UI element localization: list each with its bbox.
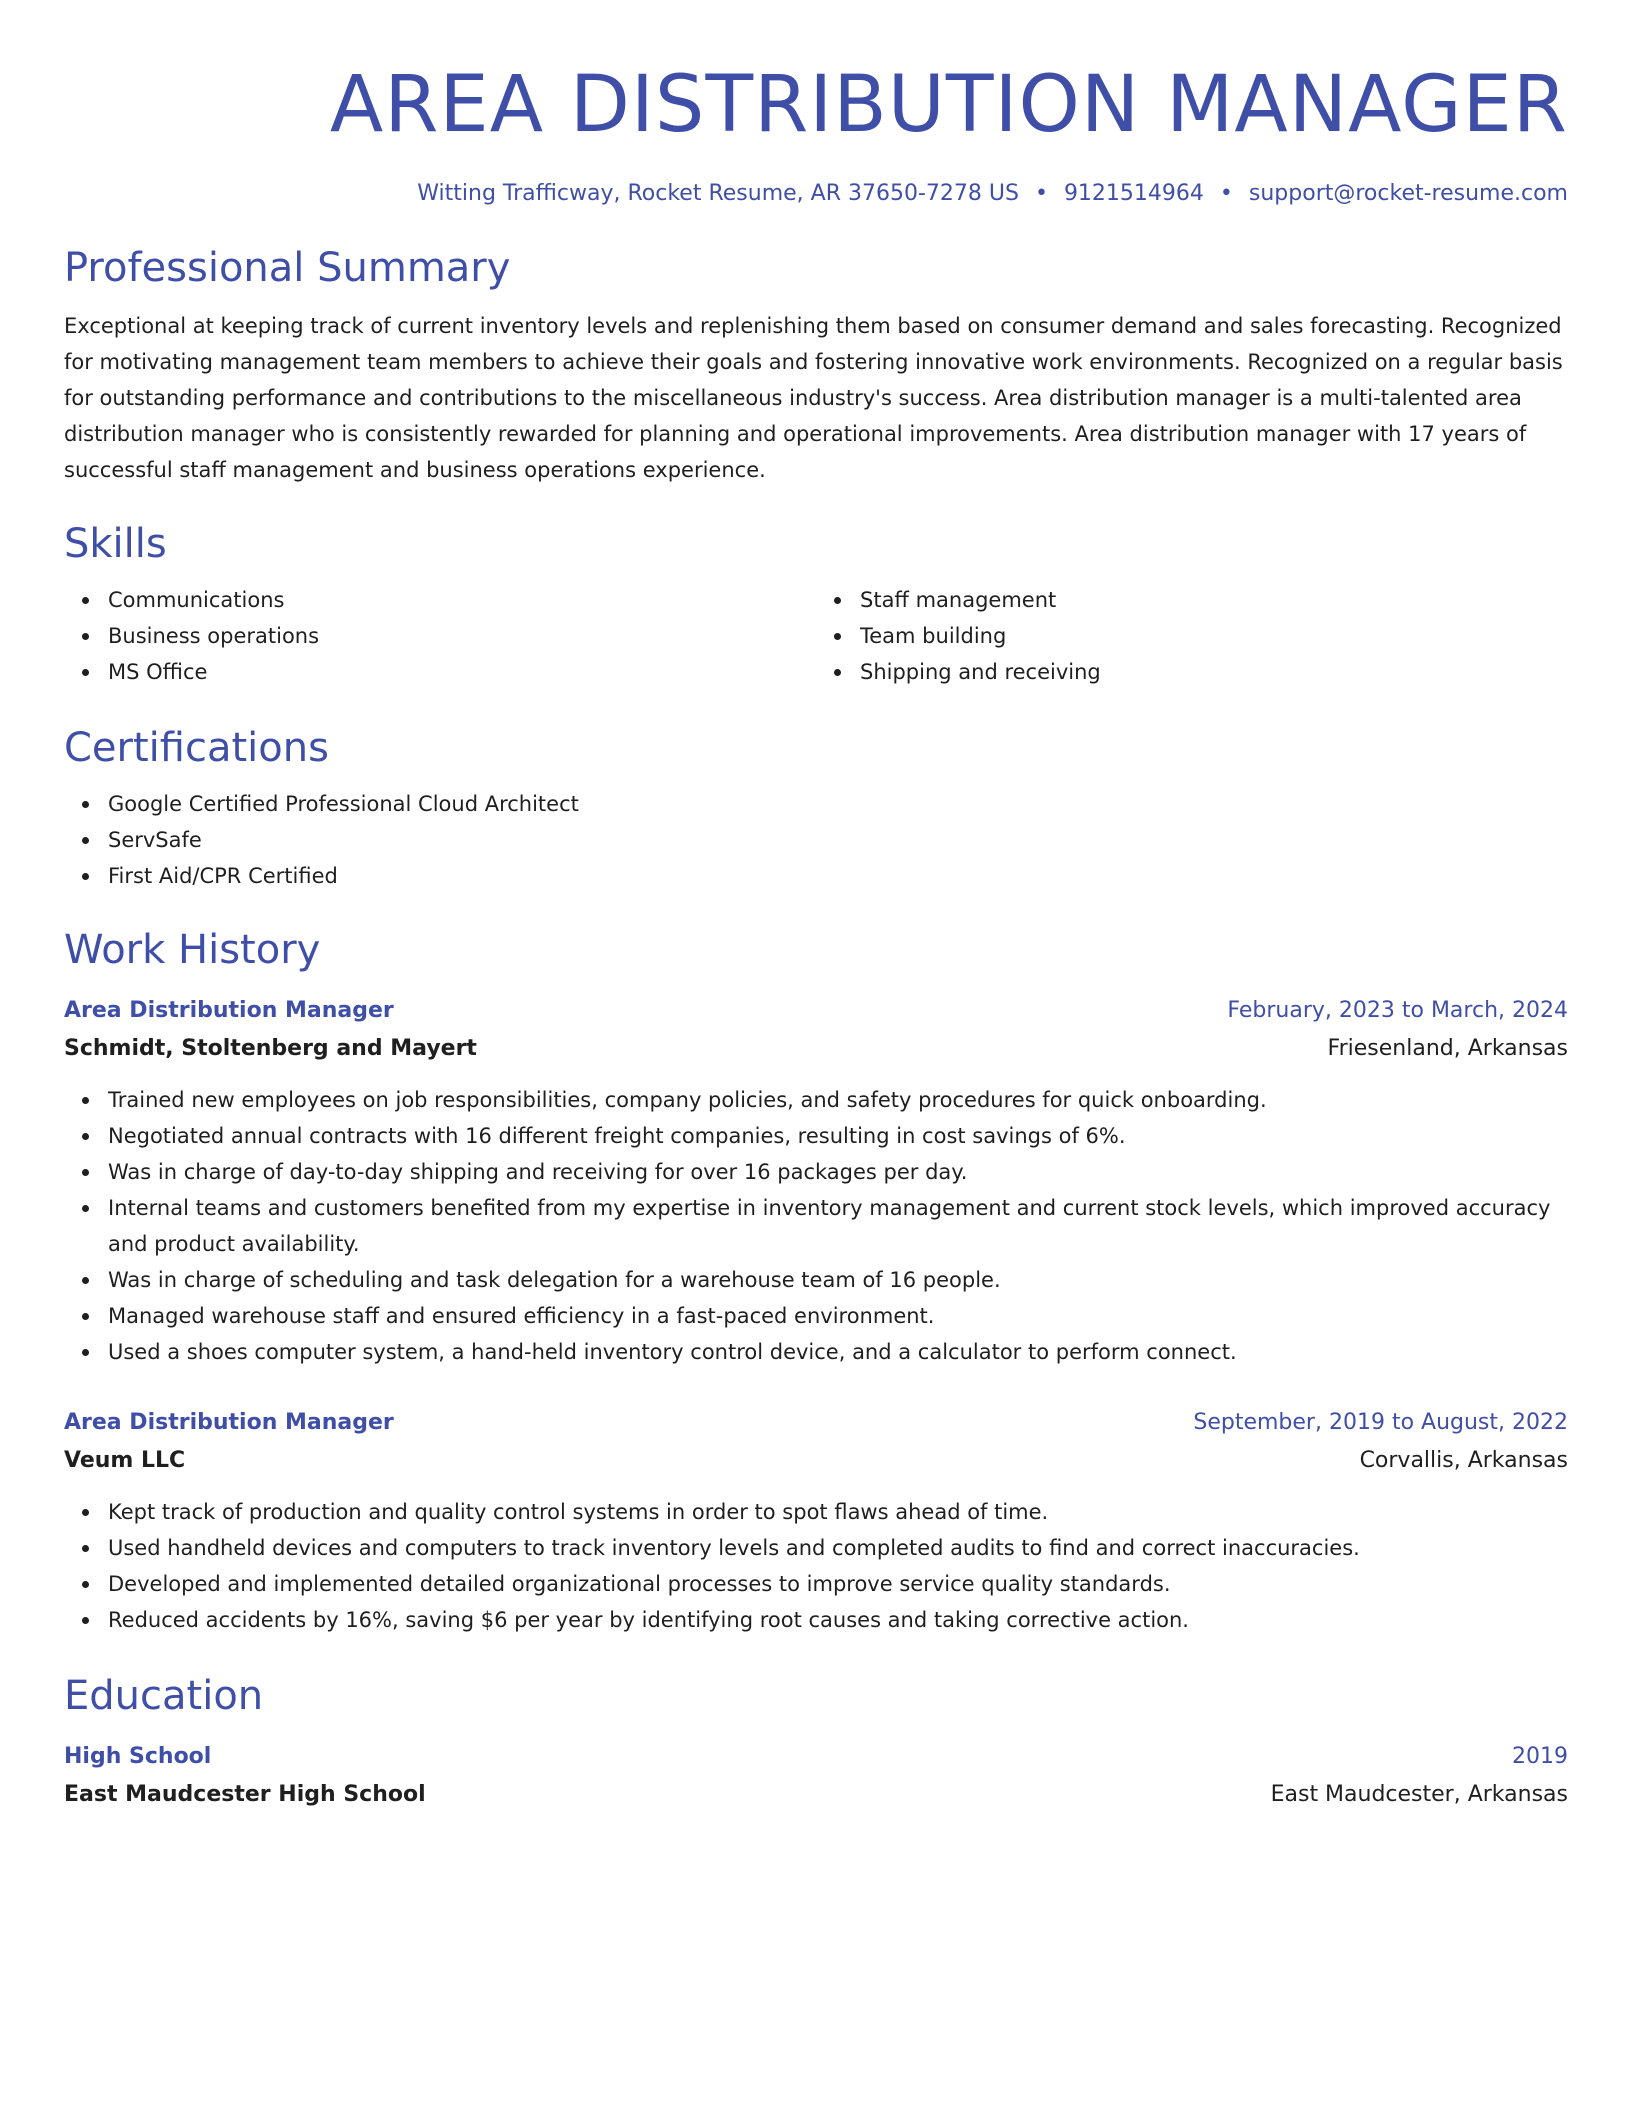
education-entry <box>64 1738 1568 1814</box>
job-company-row <box>64 1030 1568 1068</box>
education-degree: High School <box>64 1744 212 1769</box>
job-bullet: Negotiated annual contracts with 16 different freight companies, resulting in cost savings of 6%. <box>108 1118 1568 1154</box>
job-company: Veum LLC <box>64 1448 186 1473</box>
contact-phone: 9121514964 <box>1063 181 1204 206</box>
education-school: East Maudcester High School <box>64 1782 426 1807</box>
job-entry <box>64 992 1568 1370</box>
job-header-row <box>64 992 1568 1030</box>
certification-item: Google Certified Professional Cloud Architect <box>108 786 1568 822</box>
skills-column-left <box>64 582 816 690</box>
education-year: 2019 <box>1512 1744 1568 1769</box>
job-dates: February, 2023 to March, 2024 <box>1227 998 1568 1023</box>
job-location: Friesenland, Arkansas <box>1327 1036 1568 1061</box>
skills-column-right <box>816 582 1568 690</box>
job-bullet: Was in charge of scheduling and task delegation for a warehouse team of 16 people. <box>108 1262 1568 1298</box>
skill-item: MS Office <box>108 654 816 690</box>
education-school-row <box>64 1776 1568 1814</box>
contact-email[interactable]: support@rocket-resume.com <box>1248 181 1568 206</box>
job-header-row <box>64 1404 1568 1442</box>
summary-text: Exceptional at keeping track of current inventory levels and replenishing them based on consumer demand and sales forecasting. Recognized for motivating management team members to achieve their goals and fostering innovative work environments. Recognized on a regular basis for outstanding performance and contributions to the miscellaneous industry's success. Area distribution manager is a multi-talented area distribution manager who is consistently rewarded for planning and operational improvements. Area distribution manager with 17 years of successful staff management and business operations experience. <box>64 314 1563 482</box>
certification-item: ServSafe <box>108 822 1568 858</box>
job-dates: September, 2019 to August, 2022 <box>1193 1410 1568 1435</box>
job-bullet: Developed and implemented detailed organizational processes to improve service quality standards. <box>108 1566 1568 1602</box>
work-history-heading: Work History <box>64 927 321 973</box>
skill-item: Team building <box>860 618 1568 654</box>
contact-separator: • <box>1219 181 1233 206</box>
job-bullet: Used a shoes computer system, a hand-held inventory control device, and a calculator to perform connect. <box>108 1334 1568 1370</box>
job-bullet: Reduced accidents by 16%, saving $6 per year by identifying root causes and taking corrective action. <box>108 1602 1568 1638</box>
job-bullet: Managed warehouse staff and ensured efficiency in a fast-paced environment. <box>108 1298 1568 1334</box>
job-bullet: Trained new employees on job responsibilities, company policies, and safety procedures for quick onboarding. <box>108 1082 1568 1118</box>
skills-heading: Skills <box>64 521 167 567</box>
contact-address: Witting Trafficway, Rocket Resume, AR 37650-7278 US <box>417 181 1019 206</box>
job-bullet: Used handheld devices and computers to track inventory levels and completed audits to find and correct inaccuracies. <box>108 1530 1568 1566</box>
job-role: Area Distribution Manager <box>64 1410 394 1435</box>
education-heading: Education <box>64 1673 264 1719</box>
job-location: Corvallis, Arkansas <box>1359 1448 1568 1473</box>
contact-separator: • <box>1034 181 1048 206</box>
skill-item: Business operations <box>108 618 816 654</box>
resume-title: AREA DISTRIBUTION MANAGER <box>329 60 1568 150</box>
job-bullets <box>64 1494 1568 1638</box>
contact-line <box>64 178 1568 210</box>
job-entry <box>64 1404 1568 1638</box>
certifications-heading: Certifications <box>64 725 329 771</box>
job-bullets <box>64 1082 1568 1370</box>
job-bullet: Internal teams and customers benefited from my expertise in inventory management and current stock levels, which improved accuracy and product availability. <box>108 1190 1568 1262</box>
certification-item: First Aid/CPR Certified <box>108 858 1568 894</box>
job-company: Schmidt, Stoltenberg and Mayert <box>64 1036 477 1061</box>
skills-list <box>64 582 1568 690</box>
certifications-list <box>64 786 1568 894</box>
job-bullet: Was in charge of day-to-day shipping and receiving for over 16 packages per day. <box>108 1154 1568 1190</box>
skill-item: Shipping and receiving <box>860 654 1568 690</box>
job-company-row <box>64 1442 1568 1480</box>
job-bullet: Kept track of production and quality control systems in order to spot flaws ahead of time. <box>108 1494 1568 1530</box>
job-role: Area Distribution Manager <box>64 998 394 1023</box>
skill-item: Communications <box>108 582 816 618</box>
summary-heading: Professional Summary <box>64 245 511 291</box>
skill-item: Staff management <box>860 582 1568 618</box>
education-header-row <box>64 1738 1568 1776</box>
education-location: East Maudcester, Arkansas <box>1270 1782 1568 1807</box>
